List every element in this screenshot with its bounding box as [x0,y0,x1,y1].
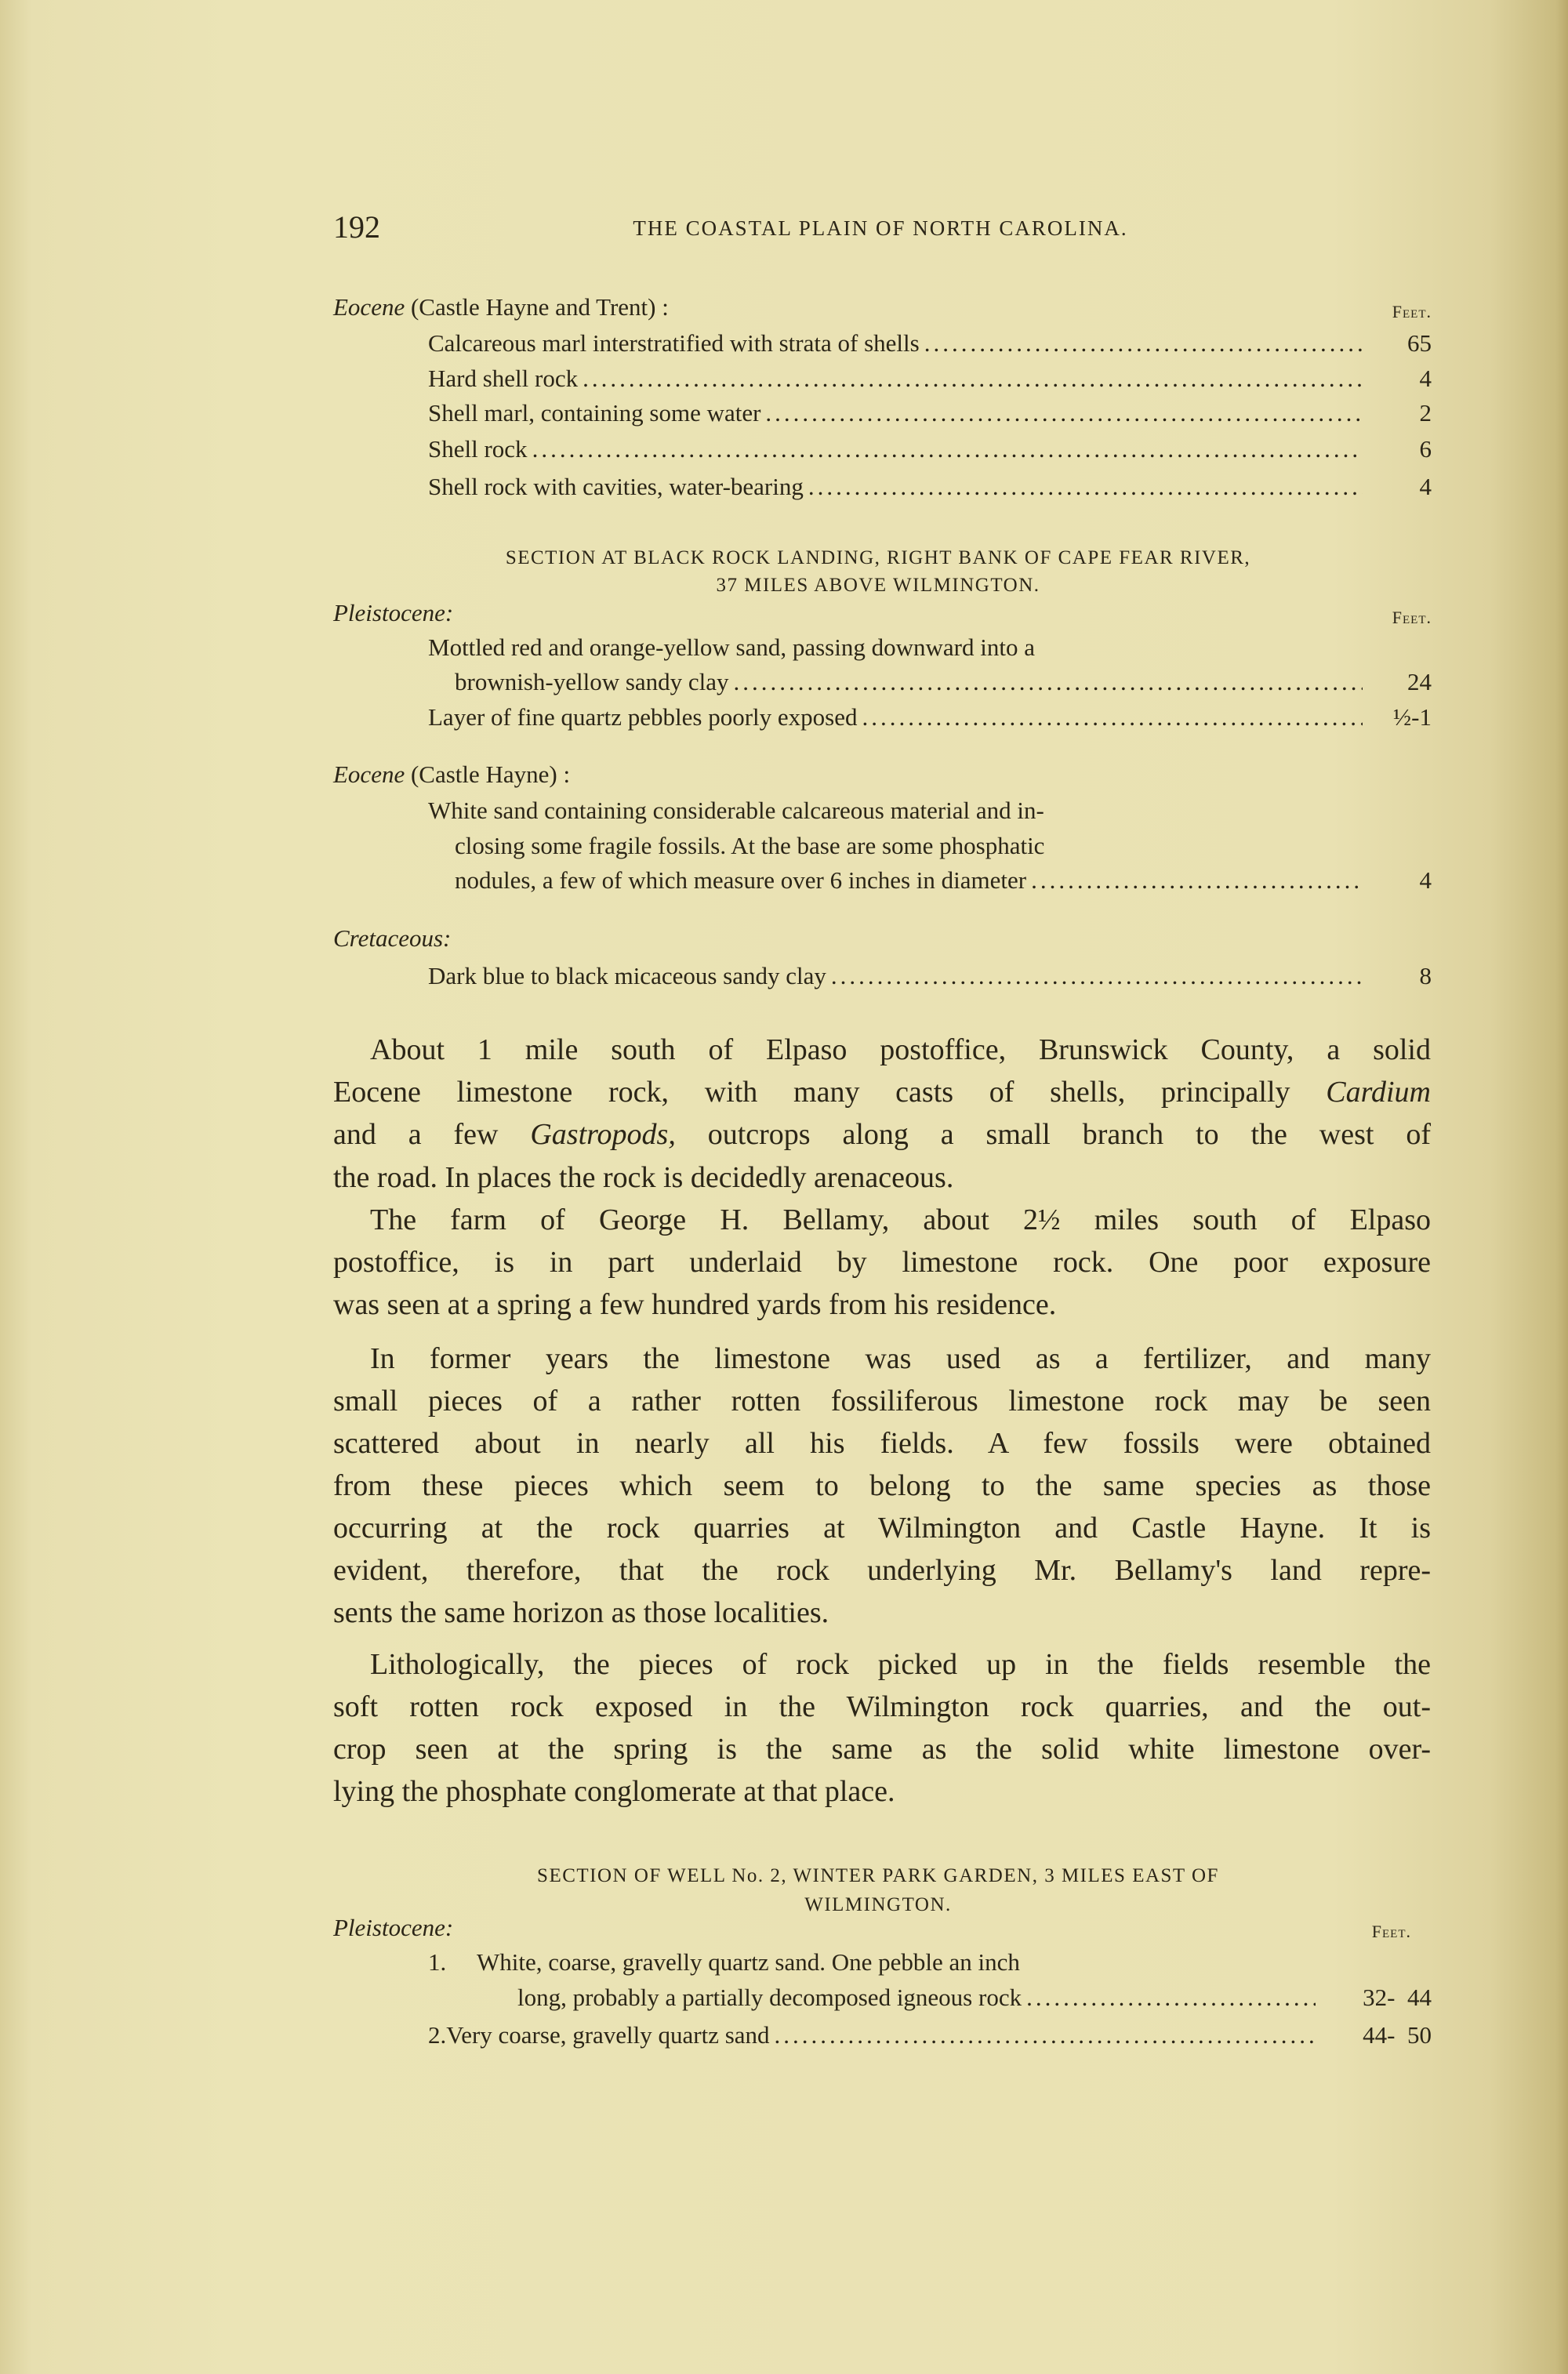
table-row-continued [455,865,1432,896]
paragraph-line: the road. In places the rock is decidedly arenaceous. [333,1161,954,1194]
row-label: brownish-yellow sandy clay [455,668,729,695]
row-value: 4 [1419,866,1432,894]
paragraph-line: About 1 mile south of Elpaso postoffice, Brunswick County, a solid [370,1033,1431,1066]
row-label: Dark blue to black micaceous sandy clay [428,962,826,989]
heading-italic: Eocene [333,760,405,788]
paragraph-line: In former years the limestone was used as a fertilizer, and many [370,1342,1431,1375]
row-value: 32- 44 [1363,1984,1432,2011]
row-value: 6 [1419,435,1432,463]
table-row [428,434,1432,465]
section-title: SECTION OF WELL No. 2, WINTER PARK GARDEN, 3 MILES EAST OF [537,1865,1219,1886]
row-label: White, coarse, gravelly quartz sand. One pebble an inch [477,1948,1020,1976]
table-row [428,632,1432,663]
dot-leader [532,434,1363,465]
paragraph-line: crop seen at the spring is the same as the solid white limestone over- [333,1733,1431,1766]
unit-label: Feet. [1392,302,1432,321]
dot-leader [734,666,1363,698]
row-label: long, probably a partially decomposed igneous rock [517,1984,1022,2011]
paragraph-line: evident, therefore, that the rock underlying Mr. Bellamy's land repre- [333,1554,1431,1587]
section-title: SECTION AT BLACK ROCK LANDING, RIGHT BANK OF CAPE FEAR RIVER, [505,547,1251,568]
heading-rest: (Castle Hayne and Trent) : [405,293,669,321]
heading-italic: Cretaceous: [333,924,452,952]
table-row [428,960,1432,992]
paragraph-line [333,1073,1431,1111]
row-number: 1. [428,1948,447,1976]
row-label: Mottled red and orange-yellow sand, passing downward into a [428,633,1035,661]
row-label: Calcareous marl interstratified with strata of shells [428,329,920,357]
text-run: Eocene limestone rock, with many casts of shells, principally [333,1076,1327,1109]
row-value: 24 [1407,668,1432,695]
section-title: WILMINGTON. [804,1894,952,1915]
paragraph-line: lying the phosphate conglomerate at that place. [333,1775,895,1808]
row-label: Shell marl, containing some water [428,399,761,427]
table-row [428,471,1432,503]
row-value: 8 [1419,962,1432,989]
page-number: 192 [333,209,380,245]
dot-leader [775,2020,1316,2051]
group-heading [333,923,451,954]
row-label: Hard shell rock [428,365,579,392]
paragraph-line: occurring at the rock quarries at Wilmington and Castle Hayne. It is [333,1512,1431,1545]
unit-label: Feet. [1371,1922,1411,1941]
row-value: 65 [1407,329,1432,357]
paragraph-line [333,1116,1431,1153]
paragraph-line: soft rotten rock exposed in the Wilmington rock quarries, and the out- [333,1690,1431,1723]
dot-leader [1031,865,1363,896]
text-run: and a few [333,1118,531,1151]
dot-leader [765,397,1363,429]
dot-leader [831,960,1363,992]
paragraph-line: from these pieces which seem to belong to the same species as those [333,1469,1431,1502]
paragraph-line: postoffice, is in part underlaid by limestone rock. One poor exposure [333,1246,1431,1279]
table-row [428,2020,1432,2051]
heading-rest: (Castle Hayne) : [405,760,571,788]
dot-leader [924,328,1363,359]
paragraph-line: was seen at a spring a few hundred yards from his residence. [333,1288,1057,1321]
text-run: outcrops along a small branch to the west of [675,1118,1431,1151]
row-value: 44- 50 [1363,2021,1432,2049]
row-value: 4 [1419,365,1432,392]
dot-leader [808,471,1363,503]
table-row-continued [517,1982,1432,2013]
group-heading [333,597,453,629]
italic-taxon: Gastropods, [530,1118,676,1151]
dot-leader [1026,1982,1316,2013]
row-value: 4 [1419,473,1432,500]
heading-italic: Pleistocene: [333,1914,454,1941]
unit-label: Feet. [1392,608,1432,627]
row-label: nodules, a few of which measure over 6 inches in diameter [455,866,1027,894]
row-label: Shell rock with cavities, water-bearing [428,473,804,500]
row-label: closing some fragile fossils. At the base are some phosphatic [455,832,1045,859]
paragraph-line: Lithologically, the pieces of rock picked up in the fields resemble the [370,1648,1431,1681]
paragraph-line: The farm of George H. Bellamy, about 2½ miles south of Elpaso [370,1203,1431,1236]
paragraph-line: scattered about in nearly all his fields. A few fossils were obtained [333,1427,1431,1460]
row-number: 2. [428,2021,447,2049]
row-value: 2 [1419,399,1432,427]
row-value: ½-1 [1392,703,1432,731]
table-row [428,795,1432,826]
heading-italic: Pleistocene: [333,599,454,626]
running-title: THE COASTAL PLAIN OF NORTH CAROLINA. [633,216,1128,240]
table-row [428,363,1432,394]
row-label: Shell rock [428,435,528,463]
row-label: White sand containing considerable calcareous material and in- [428,797,1044,824]
table-row [428,328,1432,359]
table-row [428,702,1432,733]
paragraph-line: small pieces of a rather rotten fossiliferous limestone rock may be seen [333,1385,1431,1418]
group-heading [333,292,669,323]
row-label: Layer of fine quartz pebbles poorly exposed [428,703,858,731]
section-title: 37 MILES ABOVE WILMINGTON. [716,575,1040,596]
table-row-continued [455,666,1432,698]
heading-italic: Eocene [333,293,405,321]
row-label: Very coarse, gravelly quartz sand [446,2021,770,2049]
table-row [428,397,1432,429]
table-row-continued [455,830,1432,862]
group-heading [333,759,570,790]
group-heading [333,1912,453,1944]
dot-leader [862,702,1363,733]
paragraph-line: sents the same horizon as those localities. [333,1596,829,1629]
table-row [428,1947,1411,1978]
italic-taxon: Cardium [1326,1076,1431,1109]
dot-leader [583,363,1363,394]
